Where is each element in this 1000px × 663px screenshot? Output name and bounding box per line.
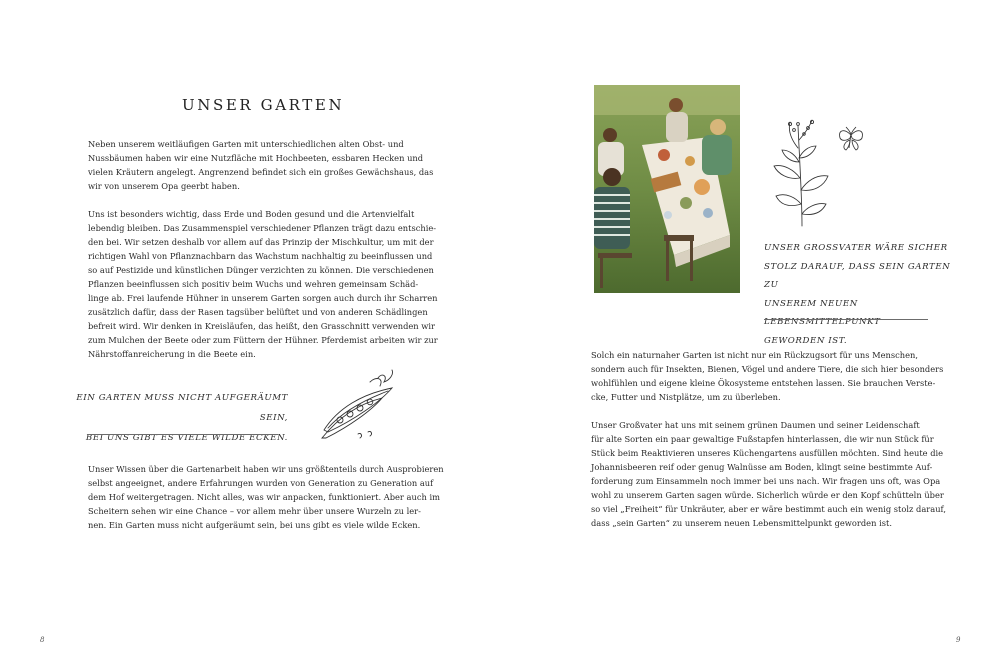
herb-sprig-icon	[768, 118, 834, 228]
text-line: richtigen Wahl von Pflanznachbarn das Wachstum nachhaltig zu beeinflussen und	[88, 251, 433, 261]
text-line: zusätzlich dafür, dass der Rasen tagsüber belüftet und von anderen Schädlingen	[88, 307, 428, 317]
text-line: wohlfühlen und eigene kleine Ökosysteme entstehen lassen. Sie brauchen Verste-	[591, 378, 936, 388]
page-number: 9	[956, 636, 961, 644]
text-line: Solch ein naturnaher Garten ist nicht nur ein Rückzugsort für uns Menschen,	[591, 350, 918, 360]
text-line: befreit wird. Wir denken in Kreisläufen, das heißt, den Grasschnitt verwenden wir	[88, 321, 435, 331]
text-line: Pflanzen beeinflussen sich positiv beim Wuchs und wehren gemeinsam Schäd-	[88, 279, 419, 289]
quote-line: BEI UNS GIBT ES VIELE WILDE ECKEN.	[85, 433, 288, 443]
paragraph	[591, 418, 946, 530]
quote-line: UNSEREM NEUEN LEBENSMITTELPUNKT	[764, 298, 881, 327]
pull-quote	[66, 388, 288, 448]
quote-line: STOLZ DARAUF, DASS SEIN GARTEN ZU	[764, 261, 951, 290]
quote-line: GEWORDEN IST.	[764, 335, 848, 346]
text-line: Uns ist besonders wichtig, dass Erde und Boden gesund und die Artenvielfalt	[88, 209, 415, 219]
text-line: wohl zu unserem Garten sagen würde. Sicherlich würde er den Kopf schütteln über	[591, 490, 944, 500]
quote-line: EIN GARTEN MUSS NICHT AUFGERÄUMT SEIN,	[76, 393, 288, 423]
page-title: UNSER GARTEN	[182, 96, 345, 115]
paragraph	[591, 348, 944, 404]
text-line: so auf Pestizide und künstlichen Dünger verzichten zu können. Die verschiedenen	[88, 265, 434, 275]
text-line: forderung zum Einsammeln noch immer bei uns nach. Wir fragen uns oft, was Opa	[591, 476, 941, 486]
text-line: Unser Großvater hat uns mit seinem grünen Daumen und seiner Leidenschaft	[591, 420, 920, 430]
text-line: Neben unserem weitläufigen Garten mit unterschiedlichen alten Obst- und	[88, 139, 404, 149]
text-line: cke, Futter und Nistplätze, um zu überleben.	[591, 392, 781, 402]
text-line: so viel „Freiheit“ für Unkräuter, aber er wäre bestimmt auch ein wenig stolz darauf,	[591, 504, 946, 514]
text-line: Nährstoffanreicherung in die Beete ein.	[88, 349, 256, 359]
pull-quote	[764, 239, 964, 350]
butterfly-icon	[836, 126, 866, 152]
text-line: wir von unserem Opa geerbt haben.	[88, 181, 240, 191]
text-line: für alte Sorten ein paar gewaltige Fußstapfen hinterlassen, die wir nun Stück für	[591, 434, 934, 444]
text-line: Nussbäumen haben wir eine Nutzfläche mit Hochbeeten, essbaren Hecken und	[88, 153, 424, 163]
text-line: lebendig bleiben. Das Zusammenspiel verschiedener Pflanzen trägt dazu entschie-	[88, 223, 437, 233]
right-page	[500, 0, 1000, 663]
text-line: sondern auch für Insekten, Bienen, Vögel und andere Tiere, die sich hier besonders	[591, 364, 944, 374]
closing-text	[88, 462, 444, 546]
text-line: dem Hof weitergetragen. Nicht alles, was wir anpacken, funktioniert. Aber auch im	[88, 492, 440, 502]
text-line: Stück beim Reaktivieren unseres Küchengartens ausfüllen möchten. Sind heute die	[591, 448, 944, 458]
text-line: nen. Ein Garten muss nicht aufgeräumt sein, bei uns gibt es viele wilde Ecken.	[88, 520, 421, 530]
text-line: dass „sein Garten“ zu unserem neuen Lebensmittelpunkt geworden ist.	[591, 518, 892, 528]
text-line: selbst angeeignet, andere Erfahrungen wurden von Generation zu Generation auf	[88, 478, 434, 488]
quote-divider	[88, 434, 278, 435]
right-text	[591, 348, 946, 544]
text-line: Unser Wissen über die Gartenarbeit haben wir uns größtenteils durch Ausprobieren	[88, 464, 444, 474]
text-line: vielen Kräutern angelegt. Angrenzend befindet sich ein großes Gewächshaus, das	[88, 167, 434, 177]
quote-line: UNSER GROSSVATER WÄRE SICHER	[764, 243, 948, 253]
text-line: linge ab. Frei laufende Hühner in unserem Garten sorgen auch durch ihr Scharren	[88, 293, 438, 303]
paragraph	[88, 462, 444, 532]
text-line: Scheitern sehen wir eine Chance – vor allem mehr über unsere Wurzeln zu ler-	[88, 506, 421, 516]
intro-text	[88, 137, 438, 375]
pea-pod-icon	[318, 368, 398, 440]
paragraph	[88, 207, 438, 361]
text-line: Johannisbeeren reif oder genug Walnüsse am Boden, klingt seine bestimmte Auf-	[591, 462, 933, 472]
paragraph	[88, 137, 434, 193]
garden-dinner-photo	[594, 85, 740, 293]
page-number: 8	[40, 636, 45, 644]
text-line: den bei. Wir setzen deshalb vor allem auf das Prinzip der Mischkultur, um mit der	[88, 237, 434, 247]
quote-divider	[764, 319, 928, 320]
text-line: zum Mulchen der Beete oder zum Füttern der Hühner. Pferdemist arbeiten wir zur	[88, 335, 438, 345]
